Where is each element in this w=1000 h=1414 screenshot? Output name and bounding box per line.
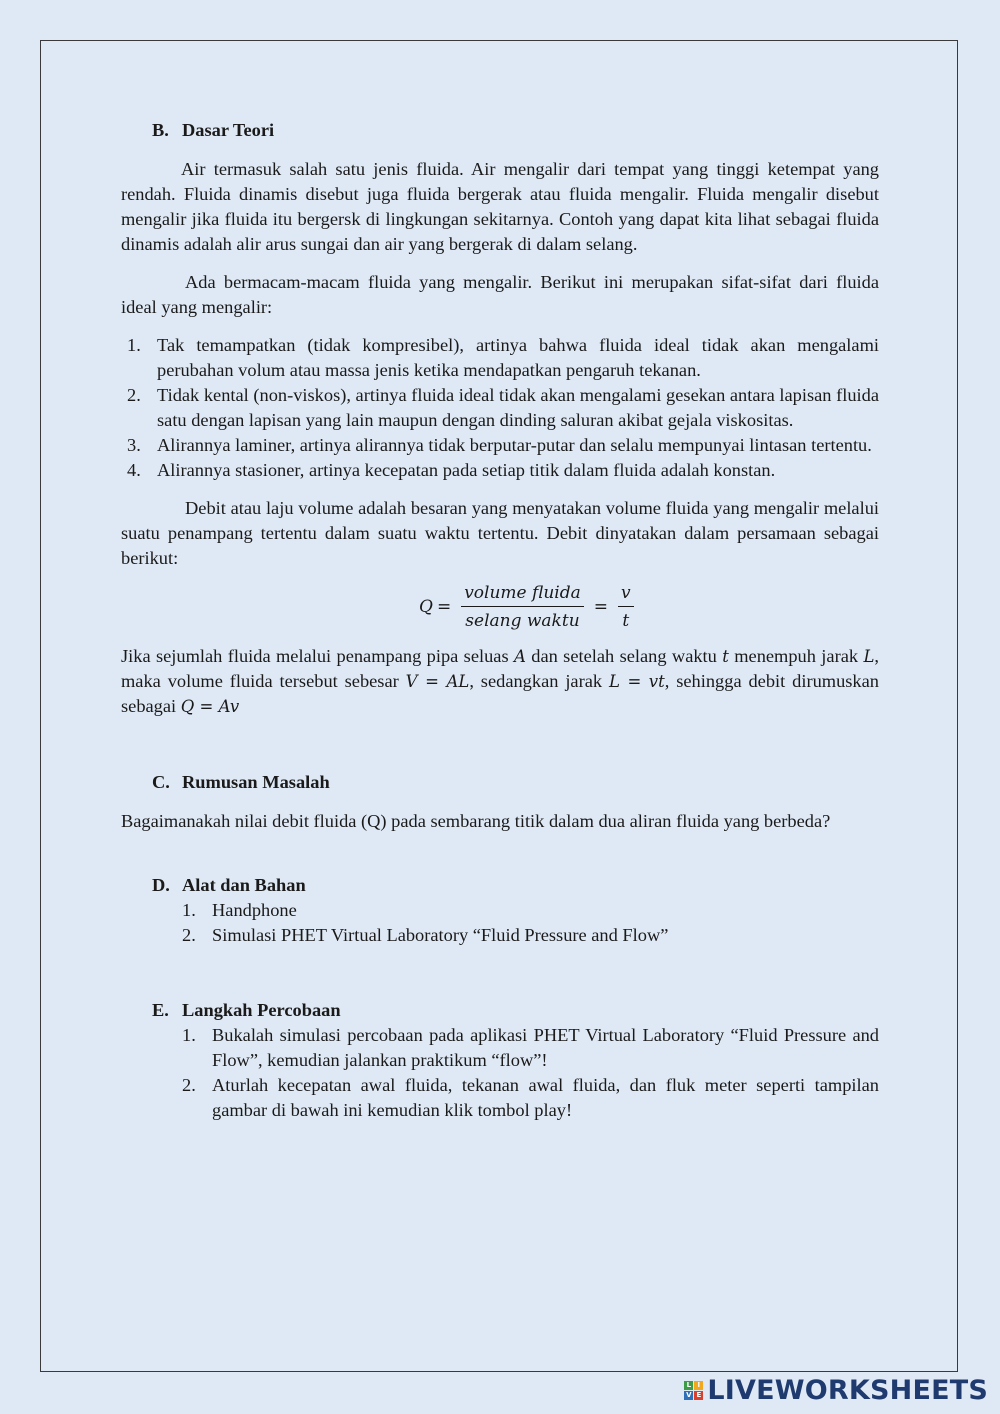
denominator: selang waktu — [465, 611, 580, 631]
list-text: Simulasi PHET Virtual Laboratory “Fluid Pressure and Flow” — [212, 925, 669, 945]
list-number: 3. — [127, 435, 141, 455]
section-e-heading — [152, 998, 879, 1023]
section-c-heading — [152, 770, 879, 795]
math: L = vt — [608, 672, 665, 691]
section-letter: E. — [152, 1000, 169, 1020]
list-text: Handphone — [212, 900, 297, 920]
formula-equals: = — [436, 596, 452, 617]
logo-letter: L — [684, 1381, 693, 1390]
paragraph: Bagaimanakah nilai debit fluida (Q) pada sembarang titik dalam dua aliran fluida yang berbeda? — [121, 811, 831, 831]
fraction-volume-time — [461, 583, 584, 631]
text: , sedangkan jarak — [469, 671, 609, 691]
list-text: Bukalah simulasi percobaan pada aplikasi PHET Virtual Laboratory “Fluid Pressure and Flow”, kemudian jalankan praktikum “flow”! — [212, 1025, 879, 1070]
debit-formula — [419, 579, 879, 635]
logo-letter: I — [694, 1381, 703, 1390]
list-item — [182, 1073, 879, 1123]
section-letter: D. — [152, 875, 170, 895]
section-title: Dasar Teori — [182, 120, 275, 140]
paragraph: Debit atau laju volume adalah besaran yang menyatakan volume fluida yang mengalir melalui suatu penampang tertentu dalam suatu waktu tertentu. Debit dinyatakan dalam persamaan sebagai berikut: — [121, 498, 879, 568]
liveworksheets-logo — [684, 1375, 988, 1406]
fraction-v-t — [618, 583, 634, 631]
list-number: 2. — [127, 385, 141, 405]
formula-lhs: Q — [419, 596, 433, 617]
list-number: 4. — [127, 460, 141, 480]
steps-list — [182, 1023, 879, 1123]
math: V = AL — [405, 672, 470, 691]
paragraph-debit-derivation — [121, 644, 879, 719]
numerator: v — [618, 583, 634, 607]
list-item — [121, 333, 879, 383]
list-item — [182, 1023, 879, 1073]
list-number: 1. — [182, 1025, 196, 1045]
math: Q = Av — [180, 697, 240, 716]
document-body — [121, 118, 879, 1123]
list-item — [182, 898, 879, 923]
text: , sehingga debit dirumuskan sebagai — [121, 671, 879, 716]
list-item — [182, 923, 879, 948]
list-item — [121, 383, 879, 433]
section-letter: B. — [152, 120, 169, 140]
section-d-heading — [152, 873, 879, 898]
numerator: volume fluida — [461, 583, 584, 607]
list-item — [121, 433, 879, 458]
list-text: Tidak kental (non-viskos), artinya fluida ideal tidak akan mengalami gesekan antara lapisan fluida satu dengan lapisan yang lain maupun dengan dinding saluran akibat gejala viskositas. — [157, 385, 879, 430]
list-text: Alirannya stasioner, artinya kecepatan pada setiap titik dalam fluida adalah konstan. — [157, 460, 776, 480]
logo-letter: V — [686, 1391, 692, 1399]
ideal-fluid-properties-list — [121, 333, 879, 483]
text: menempuh jarak — [728, 646, 864, 666]
list-number: 1. — [127, 335, 141, 355]
section-title: Langkah Percobaan — [182, 1000, 341, 1020]
list-number: 1. — [182, 900, 196, 920]
text: dan setelah selang waktu — [525, 646, 723, 666]
math: L — [863, 647, 875, 666]
list-number: 2. — [182, 925, 196, 945]
list-text: Alirannya laminer, artinya alirannya tidak berputar-putar dan selalu mempunyai lintasan tertentu. — [157, 435, 872, 455]
section-title: Alat dan Bahan — [182, 875, 306, 895]
list-text: Aturlah kecepatan awal fluida, tekanan awal fluida, dan fluk meter seperti tampilan gambar di bawah ini kemudian klik tombol play! — [212, 1075, 879, 1120]
list-number: 2. — [182, 1075, 196, 1095]
list-item — [121, 458, 879, 483]
math: t — [722, 647, 729, 666]
logo-text: LIVEWORKSHEETS — [707, 1375, 988, 1406]
paragraph: Ada bermacam-macam fluida yang mengalir. Berikut ini merupakan sifat-sifat dari fluida ideal yang mengalir: — [121, 272, 879, 317]
formula-equals: = — [593, 596, 608, 617]
math: A — [513, 647, 526, 666]
section-title: Rumusan Masalah — [182, 772, 330, 792]
denominator: t — [622, 611, 630, 631]
text: Jika sejumlah fluida melalui penampang pipa seluas — [121, 646, 514, 666]
section-letter: C. — [152, 772, 170, 792]
logo-mark-icon — [684, 1381, 703, 1400]
logo-letter: E — [694, 1391, 703, 1400]
paragraph: Air termasuk salah satu jenis fluida. Air mengalir dari tempat yang tinggi ketempat yang rendah. Fluida dinamis disebut juga fluida bergerak atau fluida mengalir. Fluida mengalir disebut mengalir jika fluida itu bergersk di lingkungan sekitarnya. Contoh yang dapat kita lihat sebagai fluida dinamis adalah alir arus sungai dan air yang bergerak di dalam selang. — [121, 159, 879, 254]
text: , maka volume fluida tersebut sebesar — [121, 646, 880, 691]
section-b-heading — [152, 118, 879, 143]
tools-list — [182, 898, 879, 948]
list-text: Tak temampatkan (tidak kompresibel), artinya bahwa fluida ideal tidak akan mengalami perubahan volum atau massa jenis ketika mendapatkan pengaruh tekanan. — [157, 335, 879, 380]
